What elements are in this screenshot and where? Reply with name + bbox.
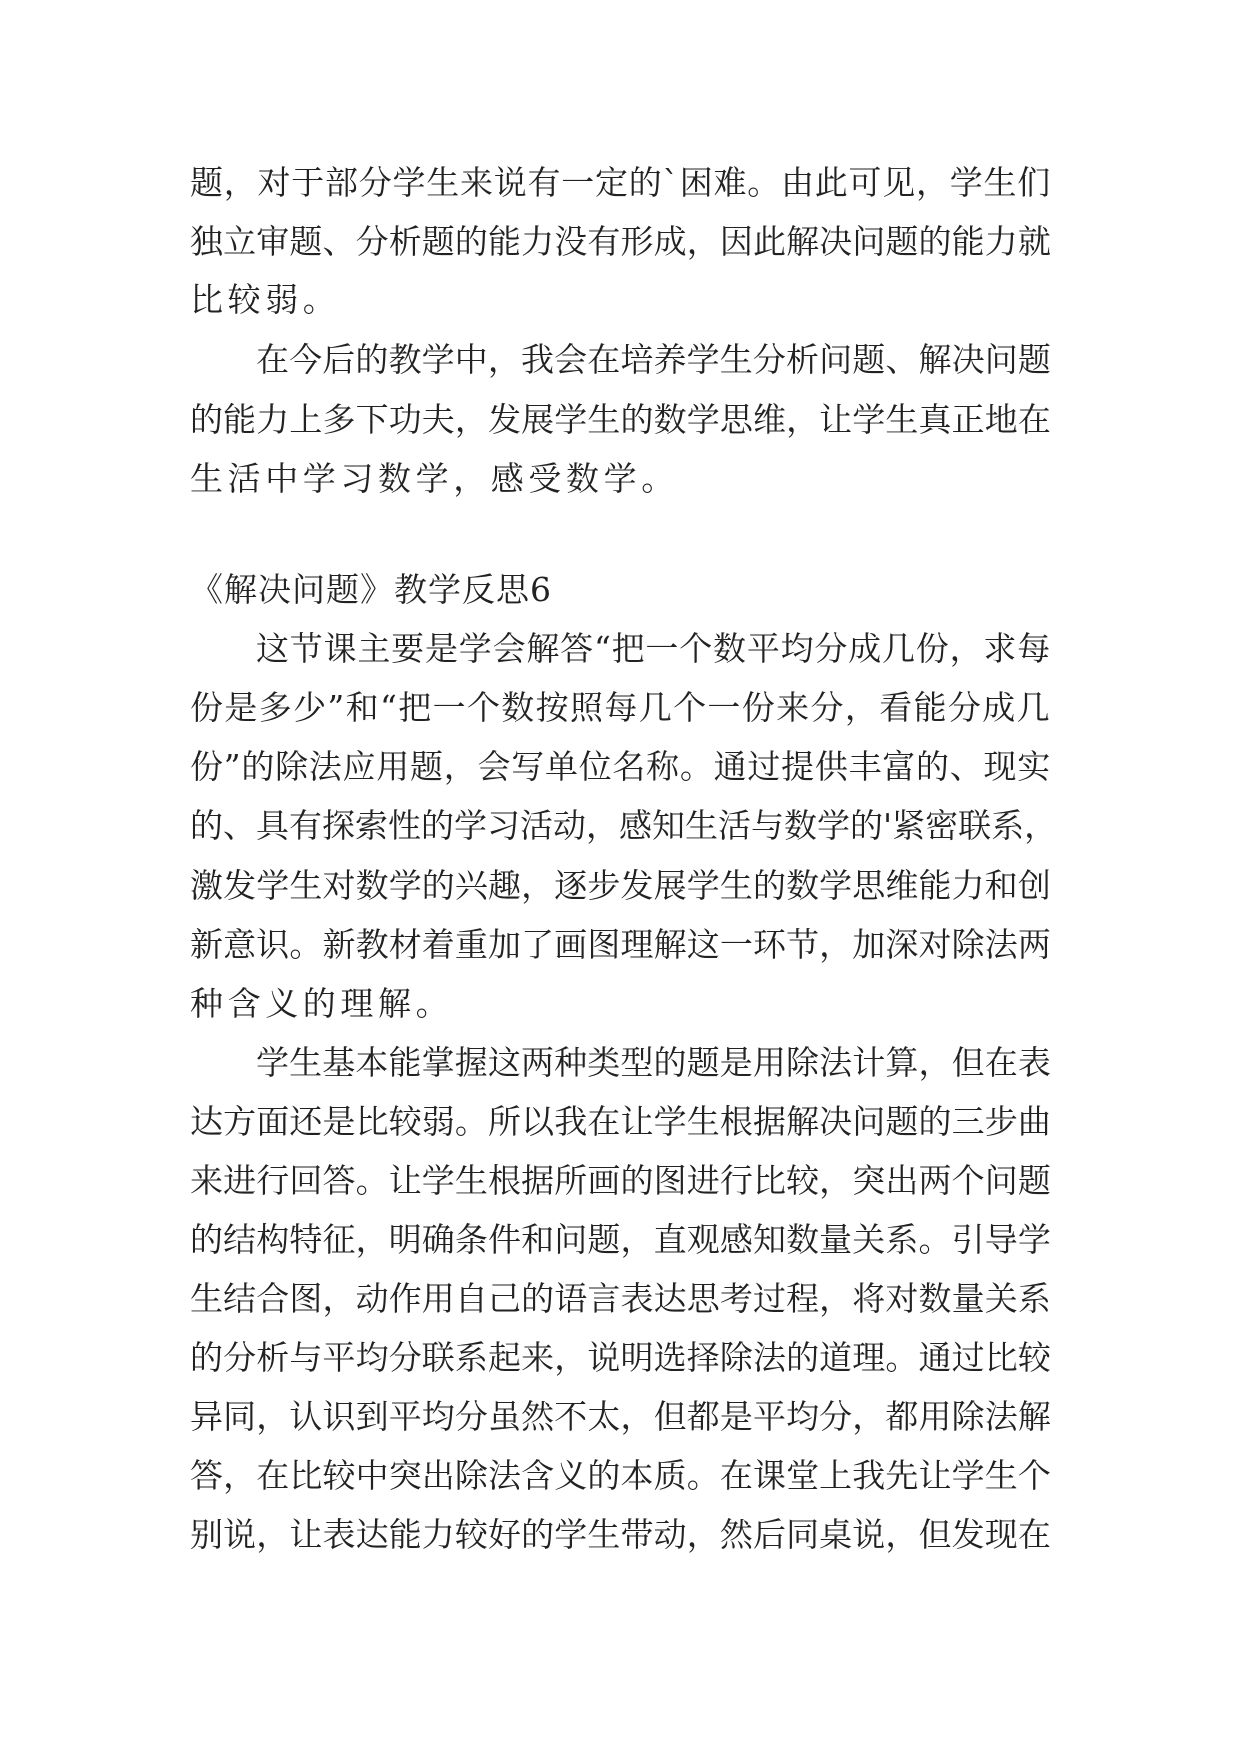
paragraph-line: 独立审题、分析题的能力没有形成，因此解决问题的能力就 <box>190 222 1051 261</box>
section-heading: 《解决问题》教学反思6 <box>190 570 552 609</box>
paragraph-line: 这节课主要是学会解答“把一个数平均分成几份，求每 <box>256 629 1051 668</box>
paragraph-line: 比较弱。 <box>190 280 341 319</box>
paragraph-line: 种含义的理解。 <box>190 984 454 1023</box>
paragraph-line: 的结构特征，明确条件和问题，直观感知数量关系。引导学 <box>190 1220 1051 1259</box>
paragraph-line: 达方面还是比较弱。所以我在让学生根据解决问题的三步曲 <box>190 1102 1051 1141</box>
paragraph-line: 在今后的教学中，我会在培养学生分析问题、解决问题 <box>256 340 1051 379</box>
paragraph-line: 学生基本能掌握这两种类型的题是用除法计算，但在表 <box>256 1043 1051 1082</box>
paragraph-line: 别说，让表达能力较好的学生带动，然后同桌说，但发现在 <box>190 1515 1051 1554</box>
paragraph-line: 生活中学习数学，感受数学。 <box>190 459 679 498</box>
paragraph-line: 异同，认识到平均分虽然不太，但都是平均分，都用除法解 <box>190 1397 1051 1436</box>
paragraph-line: 份”的除法应用题，会写单位名称。通过提供丰富的、现实 <box>190 747 1051 786</box>
paragraph-line: 激发学生对数学的兴趣，逐步发展学生的数学思维能力和创 <box>190 866 1051 905</box>
paragraph-line: 答，在比较中突出除法含义的本质。在课堂上我先让学生个 <box>190 1456 1051 1495</box>
paragraph-line: 来进行回答。让学生根据所画的图进行比较，突出两个问题 <box>190 1161 1051 1200</box>
paragraph-line: 份是多少”和“把一个数按照每几个一份来分，看能分成几 <box>190 688 1051 727</box>
paragraph-line: 的分析与平均分联系起来，说明选择除法的道理。通过比较 <box>190 1338 1051 1377</box>
paragraph-line: 的、具有探索性的学习活动，感知生活与数学的'紧密联系， <box>190 806 1058 845</box>
paragraph-line: 新意识。新教材着重加了画图理解这一环节，加深对除法两 <box>190 925 1051 964</box>
paragraph-line: 生结合图，动作用自己的语言表达思考过程，将对数量关系 <box>190 1279 1051 1318</box>
paragraph-line: 题，对于部分学生来说有一定的`困难。由此可见，学生们 <box>190 163 1051 202</box>
paragraph-line: 的能力上多下功夫，发展学生的数学思维，让学生真正地在 <box>190 400 1051 439</box>
